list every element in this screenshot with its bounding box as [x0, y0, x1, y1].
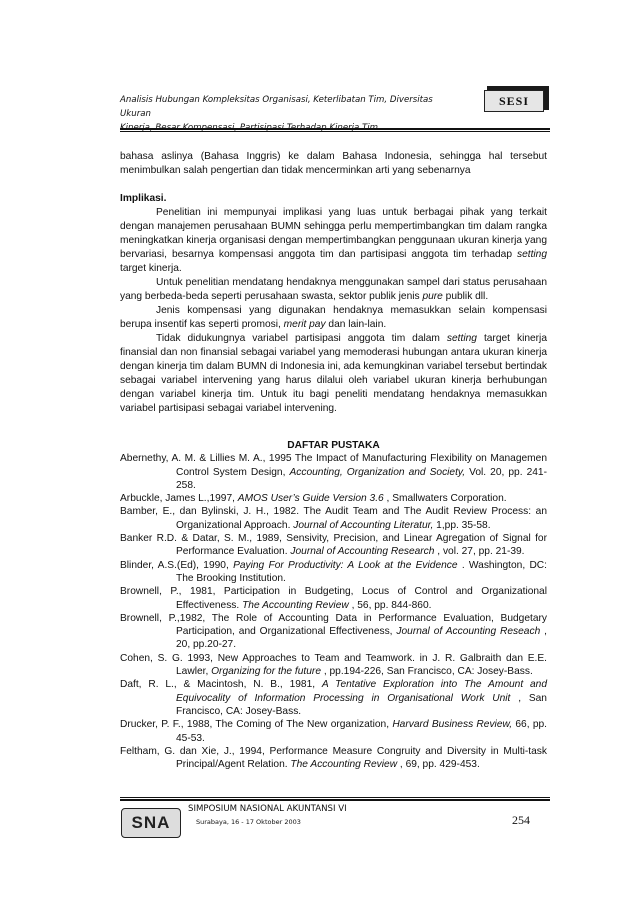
page-number: 254: [512, 813, 530, 827]
sna-logo: SNA: [121, 808, 181, 838]
reference-entry: Bamber, E., dan Bylinski, J. H., 1982. The Audit Team and The Audit Review Process: an Organizational Approach. Journal of Accounting Literatur, 1,pp. 35-58.: [120, 506, 547, 531]
footer-event-date: Surabaya, 16 - 17 Oktober 2003: [196, 818, 301, 826]
body-text: [120, 150, 547, 416]
header-rule: [120, 128, 550, 132]
paragraph-implikasi-3: Jenis kompensasi yang digunakan hendaknya memasukkan selain kompensasi berupa insentif kas seperti promosi, merit pay dan lain-lain.: [120, 305, 547, 330]
references-title: DAFTAR PUSTAKA: [287, 440, 380, 451]
reference-entry: Feltham, G. dan Xie, J., 1994, Performance Measure Congruity and Diversity in Multi-task Principal/Agent Relation. The Accounting Review , 69, pp. 429-453.: [120, 745, 547, 771]
reference-section: [120, 437, 547, 771]
paragraph-implikasi-2: Untuk penelitian mendatang hendaknya menggunakan sampel dari status perusahaan yang berbeda-beda seperti perusahaan swasta, sektor publik jenis pure publik dll.: [120, 277, 547, 302]
footer-event-name: SIMPOSIUM NASIONAL AKUNTANSI VI: [188, 804, 347, 814]
reference-entry: Daft, R. L., & Macintosh, N. B., 1981, A Tentative Exploration into The Amount and Equivocality of Information Processing in Organisational Work Unit , San Francisco, CA: Josey-Bass.: [120, 679, 547, 717]
running-header-line-2: Kinerja, Besar Kompensasi, Partisipasi Terhadap Kinerja Tim: [120, 123, 379, 133]
paragraph-continued: bahasa aslinya (Bahasa Inggris) ke dalam Bahasa Indonesia, sehingga hal tersebut menimbulkan salah pengertian dan tidak mencerminkan arti yang sebenarnya: [120, 151, 547, 176]
reference-entry: Brownell, P., 1981, Participation in Budgeting, Locus of Control and Organizational Effectiveness. The Accounting Review , 56, pp. 844-860.: [120, 586, 547, 611]
running-header-line-1: Analisis Hubungan Kompleksitas Organisasi, Keterlibatan Tim, Diversitas Ukuran: [120, 95, 433, 119]
reference-entry: Drucker, P. F., 1988, The Coming of The New organization, Harvard Business Review, 66, pp. 45-53.: [120, 719, 547, 744]
paragraph-implikasi-4: Tidak didukungnya variabel partisipasi anggota tim dalam setting target kinerja finansial dan non finansial sebagai variabel yang memoderasi hubungan antara ukuran kinerja dengan kinerja tim dalam BUMN di Indonesia ini, ada kemungkinan variabel tersebut bertindak sebagai variabel intervening yang harus dilalui oleh variabel ukuran kinerja berhubungan dengan variabel kinerja tim. Untuk itu bagi peneliti mendatang hendaknya memasukkan variabel partisipasi sebagai variabel intervening.: [120, 333, 547, 414]
reference-entry: Abernethy, A. M. & Lillies M. A., 1995 The Impact of Manufacturing Flexibility on Managemen Control System Design, Accounting, Organization and Society, Vol. 20, pp. 241-258.: [120, 453, 547, 491]
footer-rule: [120, 797, 550, 801]
reference-list: [120, 452, 547, 771]
section-heading-implikasi: Implikasi.: [120, 193, 167, 204]
reference-entry: Cohen, S. G. 1993, New Approaches to Team and Teamwork. in J. R. Galbraith dan E.E. Lawler, Organizing for the future , pp.194-226, San Francisco, CA: Josey-Bass.: [120, 652, 547, 678]
paragraph-implikasi-1: Penelitian ini mempunyai implikasi yang luas untuk berbagai pihak yang terkait dengan manajemen perusahaan BUMN sehingga perlu mempertimbangkan tim dalam rangka meningkatkan kinerja organisasi dengan mempertimbangkan penggunaan ukuran kinerja yang bervariasi, besarnya kompensasi anggota tim dan partisipasi anggota tim terhadap setting target kinerja.: [120, 207, 547, 274]
reference-entry: Blinder, A.S.(Ed), 1990, Paying For Productivity: A Look at the Evidence . Washington, DC: The Brooking Institution.: [120, 559, 547, 584]
reference-entry: Banker R.D. & Datar, S. M., 1989, Sensivity, Precision, and Linear Agregation of Signal for Performance Evaluation. Journal of Accounting Research , vol. 27, pp. 21-39.: [120, 533, 547, 558]
session-badge: SESI: [484, 90, 544, 112]
reference-entry: Brownell, P.,1982, The Role of Accounting Data in Performance Evaluation, Budgetary Participation, and Organizational Effectiveness, Journal of Accounting Reseach , 20, pp.20-27.: [120, 612, 547, 651]
reference-entry: Arbuckle, James L.,1997, AMOS User’s Guide Version 3.6 , Smallwaters Corporation.: [120, 493, 507, 505]
